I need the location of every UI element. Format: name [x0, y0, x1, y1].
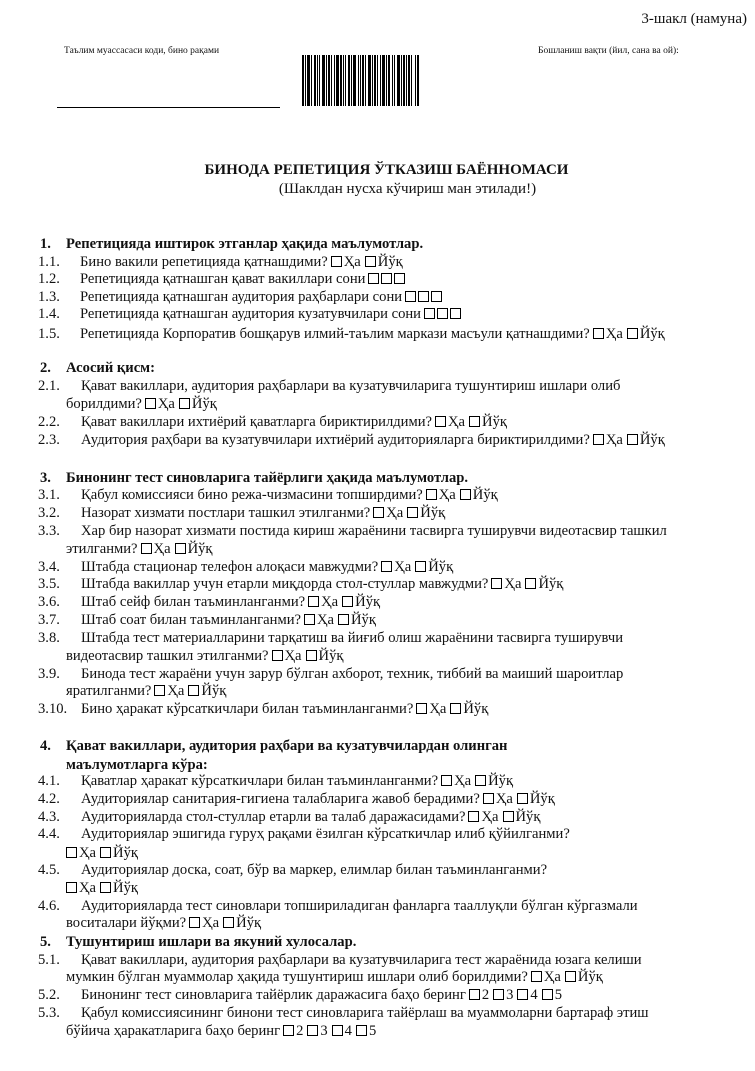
item-number: 2.2. [38, 414, 60, 430]
no-option-label: Йўқ [201, 683, 227, 699]
yes-checkbox[interactable] [435, 416, 446, 427]
no-checkbox[interactable] [342, 596, 353, 607]
item-number: 5.1. [38, 952, 60, 968]
question-text [81, 809, 541, 826]
no-option-label: Йўқ [420, 505, 446, 521]
yes-checkbox[interactable] [272, 650, 283, 661]
item-number: 3.3. [38, 523, 60, 539]
answer-options [186, 915, 262, 931]
question-continuation [66, 845, 139, 862]
yes-option-label: Ҳа [202, 915, 220, 931]
no-checkbox[interactable] [627, 434, 638, 445]
yes-checkbox[interactable] [66, 847, 77, 858]
yes-checkbox[interactable] [154, 685, 165, 696]
section-number: 2. [40, 360, 51, 376]
no-option-label: Йўқ [428, 559, 454, 575]
question-label: Қават вакиллари, аудитория раҳбарлари ва кузатувчиларига тушунтириш ишлари олиб [81, 378, 621, 394]
yes-option-label: Ҳа [167, 683, 185, 699]
grade-checkbox[interactable] [542, 989, 553, 1000]
start-time-label: Бошланиш вақти (йил, сана ва ой): [538, 46, 679, 56]
answer-options [370, 505, 446, 521]
no-option-label: Йўқ [191, 396, 217, 412]
grade-checkbox[interactable] [283, 1025, 294, 1036]
question-continuation [66, 1023, 377, 1040]
no-checkbox[interactable] [627, 328, 638, 339]
question-continuation [66, 396, 218, 413]
yes-checkbox[interactable] [304, 614, 315, 625]
question-text [81, 987, 563, 1004]
item-number: 5.3. [38, 1005, 60, 1021]
answer-options [590, 432, 666, 448]
answer-options [305, 594, 381, 610]
section-title-continuation: маълумотларга кўра: [66, 757, 208, 773]
no-option-label: Йўқ [318, 648, 344, 664]
question-text [81, 701, 489, 718]
question-label: Қават вакиллари ихтиёрий қаватларга бириктирилдими? [81, 414, 433, 430]
section-title: Бинонинг тест синовларига тайёрлиги ҳақида маълумотлар. [66, 470, 469, 486]
no-checkbox[interactable] [223, 917, 234, 928]
answer-options [423, 487, 499, 503]
yes-option-label: Ҳа [157, 396, 175, 412]
no-option-label: Йўқ [377, 254, 403, 270]
answer-options [328, 254, 404, 270]
yes-option-label: Ҳа [79, 880, 97, 896]
question-continuation [66, 541, 214, 558]
answer-options [465, 809, 541, 825]
yes-checkbox[interactable] [373, 507, 384, 518]
no-checkbox[interactable] [100, 882, 111, 893]
document-subtitle: (Шаклдан нусха кўчириш ман этилади!) [278, 181, 537, 197]
answer-options [466, 987, 563, 1003]
question-label: Штаб сейф билан таъминланганми? [81, 594, 306, 610]
question-label: Бинонинг тест синовларига тайёрлик даражасига баҳо беринг [81, 987, 466, 1003]
item-number: 3.1. [38, 487, 60, 503]
question-label: Штаб соат билан таъминланганми? [81, 612, 301, 628]
item-number: 5.2. [38, 987, 60, 1003]
question-text [81, 826, 570, 843]
answer-options [438, 773, 514, 789]
answer-options [488, 576, 564, 592]
item-number: 4.1. [38, 773, 60, 789]
grade-checkbox[interactable] [517, 989, 528, 1000]
yes-option-label: Ҳа [429, 701, 447, 717]
no-checkbox[interactable] [175, 543, 186, 554]
answer-options [378, 559, 454, 575]
no-option-label: Йўқ [488, 773, 514, 789]
no-option-label: Йўқ [236, 915, 262, 931]
question-label: Аудитория раҳбари ва кузатувчилари ихтиёрий аудиторияларга бириктирилдими? [81, 432, 590, 448]
no-option-label: Йўқ [529, 791, 555, 807]
question-label: Аудиториялар эшигида гуруҳ рақами ёзилган кўрсаткичлар илиб қўйилганми? [81, 826, 570, 842]
question-label: Репетицияда қатнашган аудитория раҳбарлари сони [80, 289, 403, 305]
question-continuation-label: воситалари йўқми? [66, 915, 187, 931]
grade-label: 4 [530, 987, 538, 1003]
no-checkbox[interactable] [100, 847, 111, 858]
form-number-label: 3-шакл (намуна) [641, 11, 747, 27]
item-number: 1.1. [38, 254, 60, 270]
question-text [81, 487, 499, 504]
yes-option-label: Ҳа [454, 773, 472, 789]
count-boxes [421, 306, 463, 322]
yes-option-label: Ҳа [153, 541, 171, 557]
section-title: Репетицияда иштирок этганлар ҳақида маълумотлар. [66, 236, 424, 252]
no-checkbox[interactable] [407, 507, 418, 518]
no-checkbox[interactable] [565, 971, 576, 982]
no-option-label: Йўқ [577, 969, 603, 985]
question-label: Репетицияда қатнашган қават вакиллари сони [80, 271, 366, 287]
yes-option-label: Ҳа [321, 594, 339, 610]
no-checkbox[interactable] [450, 703, 461, 714]
no-checkbox[interactable] [365, 256, 376, 267]
question-label: Қаватлар ҳаракат кўрсаткичлари билан таъминланганми? [81, 773, 439, 789]
question-continuation [66, 648, 344, 665]
answer-options [365, 271, 407, 287]
answer-options [142, 396, 218, 412]
institution-code-label: Таълим муассасаси коди, бино рақами [64, 46, 220, 56]
yes-checkbox[interactable] [483, 793, 494, 804]
yes-option-label: Ҳа [316, 612, 335, 628]
no-option-label: Йўқ [515, 809, 541, 825]
answer-options [421, 306, 463, 322]
yes-checkbox[interactable] [416, 703, 427, 714]
item-number: 4.4. [38, 826, 60, 842]
question-label: Аудиторияларда тест синовлари топшириладиган фанларга тааллуқли бўлган кўргазмали [81, 898, 638, 914]
question-text [81, 1005, 649, 1022]
yes-option-label: Ҳа [438, 487, 456, 503]
no-option-label: Йўқ [187, 541, 213, 557]
item-number: 1.4. [38, 306, 60, 322]
yes-checkbox[interactable] [593, 328, 604, 339]
no-option-label: Йўқ [113, 880, 138, 896]
question-text [81, 594, 381, 611]
grade-label: 4 [344, 1023, 352, 1039]
answer-options [528, 969, 604, 985]
yes-checkbox[interactable] [331, 256, 342, 267]
answer-options [138, 541, 214, 557]
item-number: 3.8. [38, 630, 60, 646]
question-label: Бинода тест жараёни учун зарур бўлган ахборот, техник, тиббий ва маиший шароитлар [81, 666, 624, 682]
question-text [81, 576, 564, 593]
answer-options [413, 701, 489, 717]
question-text [81, 612, 377, 629]
yes-checkbox[interactable] [145, 398, 156, 409]
question-label: Аудиторияларда стол-стуллар етарли ва талаб даражасидами? [81, 809, 466, 825]
grade-label: 2 [481, 987, 490, 1003]
question-text [81, 414, 508, 431]
count-boxes [402, 289, 444, 305]
question-text [81, 862, 547, 879]
section-number: 4. [40, 738, 51, 754]
digit-box[interactable] [394, 273, 405, 284]
no-checkbox[interactable] [475, 775, 486, 786]
digit-box[interactable] [418, 291, 429, 302]
question-label: Бино вакили репетицияда қатнашдими? [80, 254, 328, 270]
answer-options [590, 326, 666, 342]
question-label: Бино ҳаракат кўрсаткичлари билан таъминланганми? [81, 701, 414, 717]
no-option-label: Йўқ [355, 594, 381, 610]
yes-option-label: Ҳа [605, 432, 623, 448]
question-continuation-label: бўйича ҳаракатларига баҳо беринг [66, 1023, 281, 1039]
yes-checkbox[interactable] [491, 578, 502, 589]
item-number: 3.9. [38, 666, 60, 682]
question-label: Штабда стационар телефон алоқаси мавжудми? [81, 559, 379, 575]
answer-options [280, 1023, 377, 1039]
item-number: 4.6. [38, 898, 60, 914]
barcode [302, 55, 468, 106]
question-text [81, 666, 623, 683]
question-label: Репетицияда қатнашган аудитория кузатувчилари сони [80, 306, 421, 322]
yes-option-label: Ҳа [605, 326, 623, 342]
no-checkbox[interactable] [503, 811, 514, 822]
question-continuation [66, 915, 262, 932]
question-text [80, 254, 404, 271]
grade-label: 2 [296, 1023, 304, 1039]
no-option-label: Йўқ [113, 845, 138, 861]
question-label: Қабул комиссияси бино режа-чизмасини топширдими? [81, 487, 423, 503]
no-checkbox[interactable] [179, 398, 190, 409]
grade-label: 5 [554, 987, 562, 1003]
question-text [81, 898, 638, 915]
question-continuation-label: яратилганми? [66, 683, 152, 699]
yes-option-label: Ҳа [284, 648, 302, 664]
no-option-label: Йўқ [639, 432, 665, 448]
question-continuation-label: мумкин бўлган муаммолар ҳақида тушунтириш ишлари олиб борилдими? [66, 969, 528, 985]
yes-option-label: Ҳа [481, 809, 499, 825]
yes-option-label: Ҳа [543, 969, 561, 985]
answer-options [66, 845, 139, 861]
no-option-label: Йўқ [639, 326, 665, 342]
yes-option-label: Ҳа [495, 791, 513, 807]
no-checkbox[interactable] [460, 489, 471, 500]
grade-label: 3 [506, 987, 514, 1003]
digit-box[interactable] [450, 308, 461, 319]
yes-checkbox[interactable] [189, 917, 200, 928]
question-text [81, 523, 667, 540]
question-text [80, 271, 407, 288]
section-title: Асосий қисм: [66, 360, 155, 376]
digit-box[interactable] [381, 273, 392, 284]
question-label: Репетицияда Корпоратив бошқарув илмий-таълим маркази масъули қатнашдими? [80, 326, 590, 342]
grade-checkbox[interactable] [469, 989, 480, 1000]
yes-option-label: Ҳа [386, 505, 404, 521]
institution-code-field[interactable] [57, 107, 280, 108]
yes-option-label: Ҳа [504, 576, 522, 592]
digit-box[interactable] [368, 273, 379, 284]
question-label: Аудиториялар доска, соат, бўр ва маркер, елимлар билан таъминланганми? [81, 862, 548, 878]
item-number: 3.4. [38, 559, 60, 575]
answer-options [301, 612, 377, 628]
question-text [80, 306, 463, 323]
question-text [81, 432, 666, 449]
document-title: БИНОДА РЕПЕТИЦИЯ ЎТКАЗИШ БАЁННОМАСИ [204, 162, 569, 178]
barcode-gap [419, 55, 420, 106]
item-number: 3.2. [38, 505, 60, 521]
question-label: Штабда вакиллар учун етарли миқдорда стол-стуллар мавжудми? [81, 576, 489, 592]
no-checkbox[interactable] [188, 685, 199, 696]
no-option-label: Йўқ [472, 487, 498, 503]
question-label: Аудиториялар санитария-гигиена талабларига жавоб берадими? [81, 791, 480, 807]
section-number: 5. [40, 934, 51, 950]
count-boxes [365, 271, 407, 287]
question-text [81, 630, 623, 647]
question-text [80, 289, 444, 306]
item-number: 1.2. [38, 271, 60, 287]
answer-options [66, 880, 139, 896]
question-continuation [66, 880, 139, 897]
section-number: 3. [40, 470, 51, 486]
yes-checkbox[interactable] [141, 543, 152, 554]
section-number: 1. [40, 236, 51, 252]
question-text [81, 952, 642, 969]
no-option-label: Йўқ [463, 701, 489, 717]
yes-option-label: Ҳа [394, 559, 412, 575]
no-checkbox[interactable] [525, 578, 536, 589]
no-checkbox[interactable] [469, 416, 480, 427]
question-label: Хар бир назорат хизмати постида кириш жараёнини тасвирга туширувчи видеотасвир ташкил [81, 523, 667, 539]
item-number: 3.5. [38, 576, 60, 592]
answer-options [151, 683, 227, 699]
no-checkbox[interactable] [415, 561, 426, 572]
item-number: 3.10. [38, 701, 68, 717]
item-number: 1.3. [38, 289, 60, 305]
grade-label: 3 [320, 1023, 328, 1039]
grade-checkbox[interactable] [356, 1025, 367, 1036]
item-number: 4.2. [38, 791, 60, 807]
question-text [81, 505, 446, 522]
section-title: Қават вакиллари, аудитория раҳбари ва кузатувчилардан олинган [66, 738, 508, 754]
yes-checkbox[interactable] [381, 561, 392, 572]
yes-option-label: Ҳа [448, 414, 466, 430]
yes-checkbox[interactable] [441, 775, 452, 786]
question-text [81, 791, 556, 808]
grade-checkbox[interactable] [493, 989, 504, 1000]
no-option-label: Йўқ [482, 414, 507, 430]
item-number: 4.5. [38, 862, 60, 878]
item-number: 1.5. [38, 326, 60, 342]
question-label: Штабда тест материалларини тарқатиш ва йиғиб олиш жараёнини тасвирга туширувчи [81, 630, 624, 646]
question-continuation-label: видеотасвир ташкил этилганми? [66, 648, 269, 664]
digit-box[interactable] [437, 308, 448, 319]
no-checkbox[interactable] [338, 614, 349, 625]
question-continuation-label: этилганми? [66, 541, 138, 557]
question-continuation-label: борилдими? [66, 396, 142, 412]
grade-checkbox[interactable] [332, 1025, 343, 1036]
question-continuation [66, 683, 227, 700]
question-continuation [66, 969, 604, 986]
no-checkbox[interactable] [517, 793, 528, 804]
question-label: Қабул комиссиясининг бинони тест синовларига тайёрлаш ва муаммоларни бартараф этиш [81, 1005, 649, 1021]
item-number: 2.1. [38, 378, 60, 394]
yes-checkbox[interactable] [308, 596, 319, 607]
answer-options [480, 791, 556, 807]
question-label: Қават вакиллари, аудитория раҳбарлари ва кузатувчиларига тест жараёнида юзага келиши [81, 952, 642, 968]
question-text [80, 326, 666, 343]
item-number: 3.7. [38, 612, 60, 628]
yes-checkbox[interactable] [66, 882, 77, 893]
answer-options [432, 414, 508, 430]
item-number: 2.3. [38, 432, 60, 448]
digit-box[interactable] [424, 308, 435, 319]
yes-checkbox[interactable] [468, 811, 479, 822]
item-number: 4.3. [38, 809, 60, 825]
yes-checkbox[interactable] [531, 971, 542, 982]
question-text [81, 378, 620, 395]
grade-label: 5 [368, 1023, 377, 1039]
digit-box[interactable] [431, 291, 442, 302]
question-text [81, 773, 514, 790]
section-title: Тушунтириш ишлари ва якуний хулосалар. [66, 934, 357, 950]
yes-checkbox[interactable] [426, 489, 437, 500]
grade-checkbox[interactable] [307, 1025, 318, 1036]
no-checkbox[interactable] [306, 650, 317, 661]
no-option-label: Йўқ [538, 576, 564, 592]
yes-option-label: Ҳа [79, 845, 97, 861]
question-text [81, 559, 454, 576]
answer-options [269, 648, 345, 664]
yes-checkbox[interactable] [593, 434, 604, 445]
item-number: 3.6. [38, 594, 60, 610]
question-label: Назорат хизмати постлари ташкил этилганми? [81, 505, 371, 521]
digit-box[interactable] [405, 291, 416, 302]
no-option-label: Йўқ [351, 612, 376, 628]
yes-option-label: Ҳа [343, 254, 361, 270]
answer-options [402, 289, 444, 305]
